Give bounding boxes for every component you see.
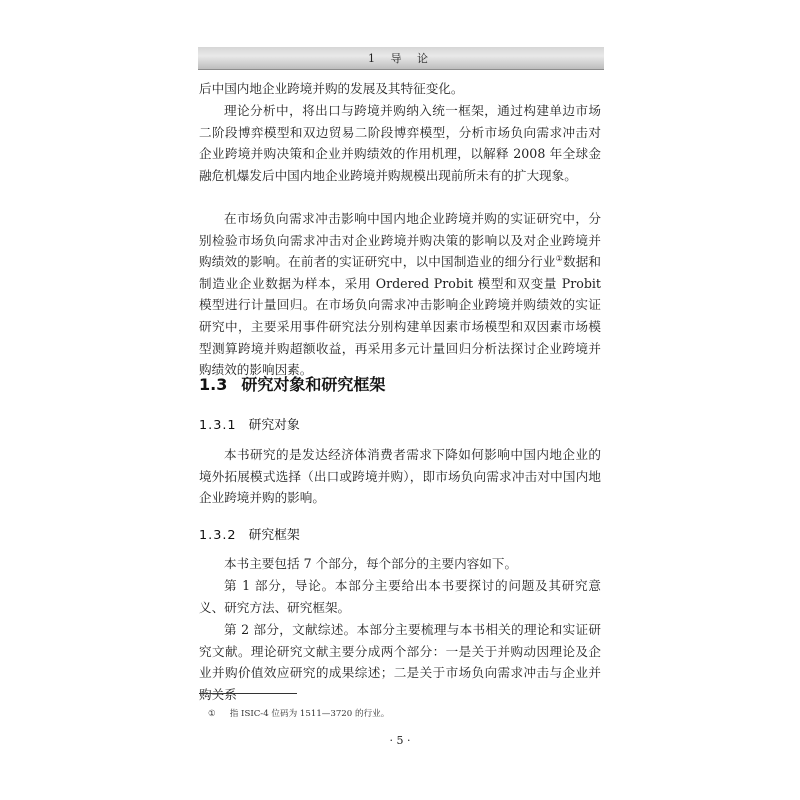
subsection-heading-1 — [199, 414, 300, 433]
footnote — [208, 707, 389, 719]
paragraph-empirical-text-b: 数据和制造业企业数据为样本，采用 Ordered Probit 模型和双变量 Probit 模型进行计量回归。在市场负向需求冲击影响企业跨境并购绩效的实证研究中，主要采用事件研究法分别构建单因素市场模型和双因素市场模型测算跨境并购超额收益，再采用多元计量回归分析法探讨企业跨境并购绩效的影响因素。 — [199, 254, 602, 378]
page-number: · 5 · — [389, 734, 411, 747]
paragraph-part-1: 第 1 部分，导论。本部分主要给出本书要探讨的问题及其研究意义、研究方法、研究框架。 — [199, 578, 601, 615]
subsection-number-1: 1.3.1 — [199, 418, 237, 433]
footnote-mark: ① — [208, 709, 216, 719]
section-heading — [199, 372, 385, 395]
subsection-number-2: 1.3.2 — [199, 528, 237, 543]
paragraph-research-object: 本书研究的是发达经济体消费者需求下降如何影响中国内地企业的境外拓展模式选择（出口或跨境并购），即市场负向需求冲击对中国内地企业跨境并购的影响。 — [199, 447, 601, 506]
running-header-title: 1 导 论 — [368, 52, 434, 65]
section-title: 研究对象和研究框架 — [241, 375, 386, 394]
section-number: 1.3 — [199, 375, 228, 394]
footnote-reference: ① — [555, 254, 563, 263]
paragraph-continuation: 后中国内地企业跨境并购的发展及其特征变化。 — [199, 81, 464, 96]
paragraph-part-2: 第 2 部分，文献综述。本部分主要梳理与本书相关的理论和实证研究文献。理论研究文献主要分成两个部分：一是关于并购动因理论及企业并购价值效应研究的成果综述；二是关于市场负向需求冲击与企业并购关系 — [199, 622, 601, 702]
footnote-divider — [199, 693, 297, 694]
subsection-title-2: 研究框架 — [248, 528, 300, 543]
running-header — [198, 47, 604, 70]
subsection-title-1: 研究对象 — [248, 418, 300, 433]
footnote-text: 指 ISIC-4 位码为 1511—3720 的行业。 — [229, 709, 390, 719]
paragraph-framework-intro: 本书主要包括 7 个部分，每个部分的主要内容如下。 — [224, 556, 518, 571]
paragraph-theory-analysis: 理论分析中，将出口与跨境并购纳入统一框架，通过构建单边市场二阶段博弈模型和双边贸易二阶段博弈模型，分析市场负向需求冲击对企业跨境并购决策和企业并购绩效的作用机理，以解释 2008 年全球金融危机爆发后中国内地企业跨境并购规模出现前所未有的扩大现象。 — [199, 103, 601, 183]
subsection-heading-2 — [199, 524, 300, 543]
paragraph-empirical-study — [199, 208, 601, 381]
paragraph-empirical-text-a: 在市场负向需求冲击影响中国内地企业跨境并购的实证研究中，分别检验市场负向需求冲击对企业跨境并购决策的影响以及对企业跨境并购绩效的影响。在前者的实证研究中，以中国制造业的细分行业 — [199, 211, 601, 270]
